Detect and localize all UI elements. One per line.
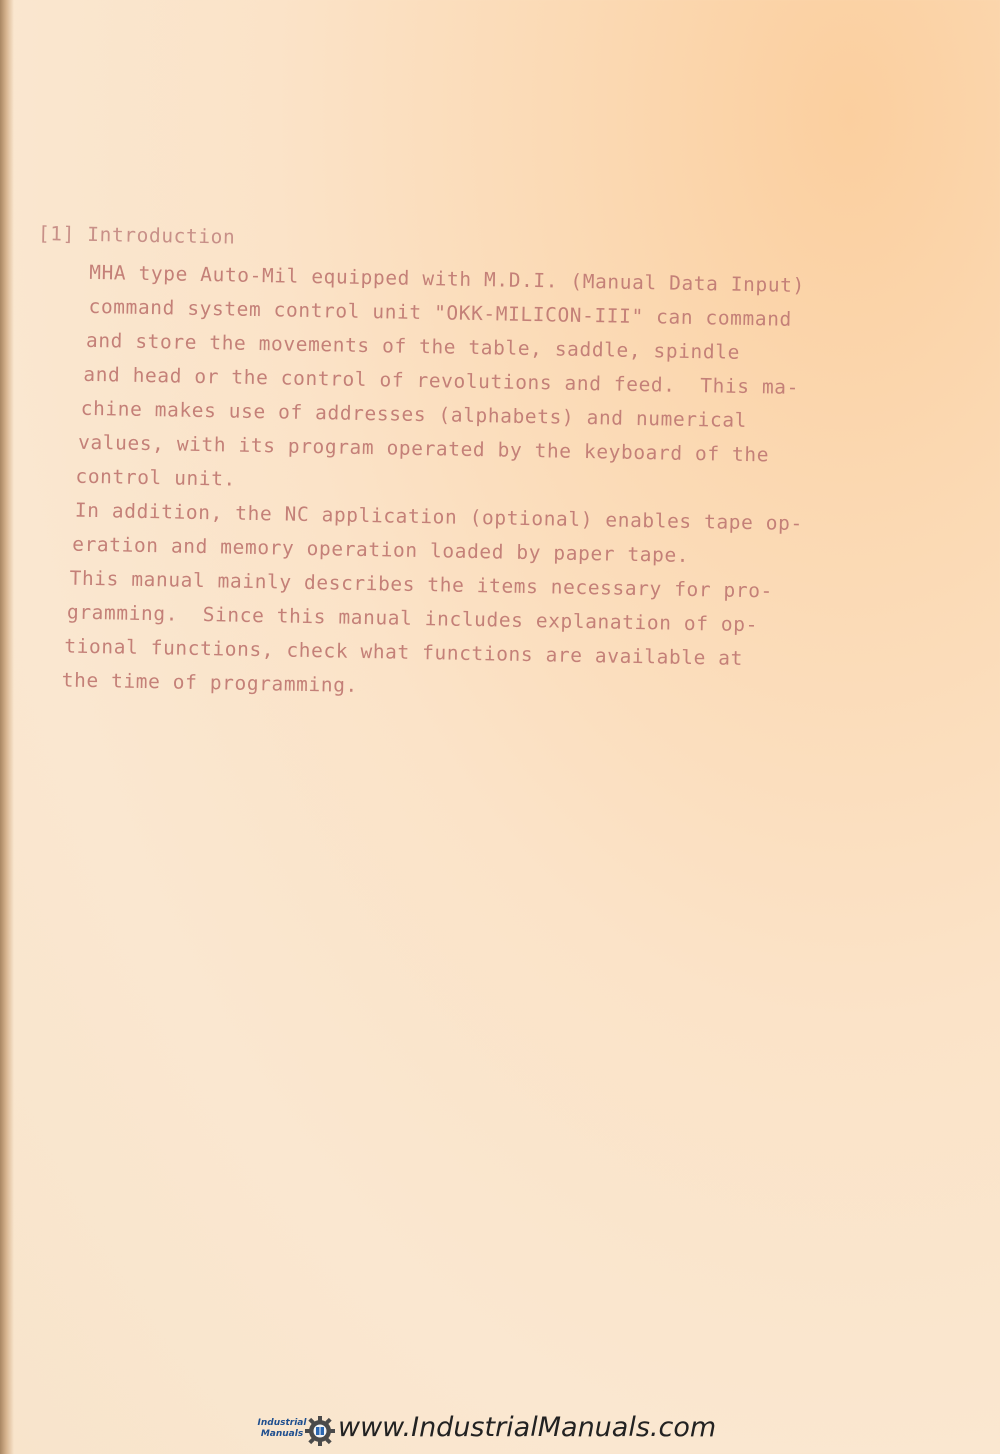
gear-book-icon — [304, 1414, 336, 1448]
footer-url: www.IndustrialManuals.com — [338, 1412, 717, 1443]
text-line: the time of programming. — [61, 668, 359, 697]
logo-text — [256, 1418, 308, 1440]
text-line: values, with its program operated by the keyboard of the — [77, 430, 770, 467]
text-line: and head or the control of revolutions and feed. This ma- — [83, 362, 800, 399]
logo-line-1: Industrial — [257, 1418, 307, 1428]
text-line: and store the movements of the table, saddle, spindle — [85, 328, 741, 364]
text-line: gramming. Since this manual includes explanation of op- — [66, 600, 759, 637]
text-line: command system control unit "OKK-MILICON-III" can command — [88, 294, 793, 331]
industrial-manuals-logo — [256, 1414, 332, 1448]
footer-watermark — [256, 1410, 756, 1450]
text-line: MHA type Auto-Mil equipped with M.D.I. (Manual Data Input) — [89, 260, 806, 298]
text-line: In addition, the NC application (optional) enables tape op- — [74, 498, 804, 536]
section-heading: [1] Introduction — [37, 221, 236, 249]
text-line: control unit. — [75, 464, 237, 491]
text-line: This manual mainly describes the items necessary for pro- — [69, 566, 774, 603]
text-line: tional functions, check what functions are available at — [64, 634, 744, 670]
text-line: chine makes use of addresses (alphabets) and numerical — [80, 396, 748, 432]
text-line: eration and memory operation loaded by paper tape. — [72, 532, 690, 567]
logo-line-2: Manuals — [260, 1429, 304, 1439]
